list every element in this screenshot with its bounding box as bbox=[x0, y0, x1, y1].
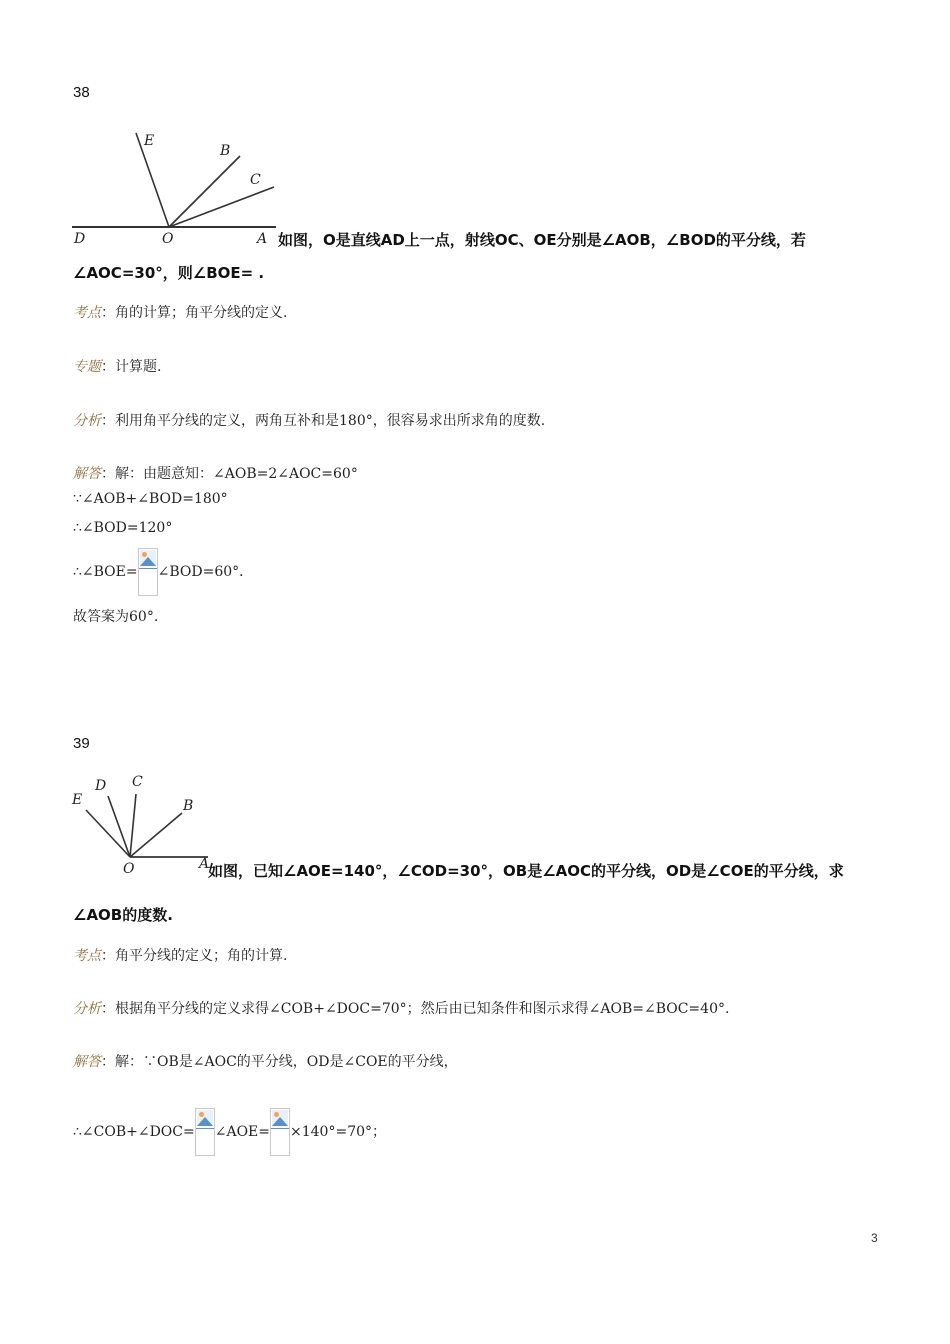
problem-38-step2: ∴∠BOD=120° bbox=[73, 520, 173, 536]
broken-fraction-image-icon bbox=[195, 1108, 215, 1156]
kaodian-text: ：角的计算；角平分线的定义. bbox=[101, 305, 288, 321]
problem-38-step1: ∵∠AOB+∠BOD=180° bbox=[73, 491, 228, 507]
problem-38-kaodian bbox=[73, 302, 287, 322]
problem-39-question-line2: ∠AOB的度数. bbox=[73, 906, 173, 924]
fenxi-label: 分析 bbox=[73, 413, 101, 429]
problem-38-figure bbox=[68, 125, 280, 247]
label-o: O bbox=[123, 861, 135, 876]
step1-pre: ∴∠COB+∠DOC= bbox=[73, 1124, 195, 1140]
kaodian-label: 考点 bbox=[73, 948, 101, 964]
problem-38-zhuanti bbox=[73, 356, 161, 376]
problem-39-figure bbox=[68, 770, 214, 876]
jieda-text: ：解：由题意知：∠AOB=2∠AOC=60° bbox=[101, 466, 358, 482]
label-d: D bbox=[95, 778, 107, 794]
problem-38-step3 bbox=[73, 548, 253, 596]
label-e: E bbox=[72, 792, 83, 808]
zhuanti-text: ：计算题. bbox=[101, 359, 162, 375]
label-b: B bbox=[220, 143, 231, 159]
ray-ob bbox=[169, 156, 240, 227]
label-a: A bbox=[199, 856, 210, 872]
label-d: D bbox=[74, 231, 86, 247]
problem-38-fenxi bbox=[73, 410, 545, 430]
problem-39-jieda bbox=[73, 1051, 458, 1071]
label-c: C bbox=[132, 774, 143, 790]
fenxi-label: 分析 bbox=[73, 1001, 101, 1017]
broken-fraction-image-icon bbox=[270, 1108, 290, 1156]
kaodian-text: ：角平分线的定义；角的计算. bbox=[101, 948, 288, 964]
zhuanti-label: 专题 bbox=[73, 359, 101, 375]
jieda-label: 解答 bbox=[73, 1054, 101, 1070]
problem-39-step1 bbox=[73, 1108, 386, 1156]
problem-39-fenxi bbox=[73, 998, 729, 1018]
problem-38-number: 38 bbox=[73, 84, 90, 101]
step1-mid: ∠AOE= bbox=[214, 1124, 271, 1140]
ray-oe bbox=[86, 810, 130, 857]
problem-38-answer: 故答案为60°. bbox=[73, 609, 159, 625]
label-a: A bbox=[257, 231, 268, 247]
problem-39-kaodian bbox=[73, 945, 287, 965]
ray-oc bbox=[169, 187, 274, 227]
problem-39-number: 39 bbox=[73, 735, 90, 752]
problem-38-jieda bbox=[73, 463, 358, 483]
label-o: O bbox=[162, 231, 174, 247]
page-number: 3 bbox=[871, 1231, 878, 1245]
fenxi-text: ：根据角平分线的定义求得∠COB+∠DOC=70°；然后由已知条件和图示求得∠AOB=∠BOC=40°. bbox=[101, 1001, 730, 1017]
jieda-text: ：解：∵OB是∠AOC的平分线，OD是∠COE的平分线， bbox=[101, 1054, 458, 1070]
ray-ob bbox=[130, 813, 182, 857]
ray-oc bbox=[130, 794, 136, 857]
step3-pre: ∴∠BOE= bbox=[73, 564, 138, 580]
label-c: C bbox=[250, 172, 261, 188]
problem-38-question-line2: ∠AOC=30°，则∠BOE= . bbox=[73, 264, 265, 282]
label-e: E bbox=[144, 133, 155, 149]
step1-post: ×140°=70°； bbox=[290, 1124, 387, 1140]
broken-fraction-image-icon bbox=[138, 548, 158, 596]
kaodian-label: 考点 bbox=[73, 305, 101, 321]
jieda-label: 解答 bbox=[73, 466, 101, 482]
step3-post: ∠BOD=60°． bbox=[157, 564, 254, 580]
problem-39-question-line1: 如图，已知∠AOE=140°，∠COD=30°，OB是∠AOC的平分线，OD是∠COE的平分线，求 bbox=[208, 862, 844, 880]
problem-38-question-line1: 如图，O是直线AD上一点，射线OC、OE分别是∠AOB，∠BOD的平分线，若 bbox=[278, 231, 806, 249]
fenxi-text: ：利用角平分线的定义，两角互补和是180°，很容易求出所求角的度数. bbox=[101, 413, 546, 429]
ray-od bbox=[108, 796, 130, 857]
label-b: B bbox=[183, 798, 194, 814]
